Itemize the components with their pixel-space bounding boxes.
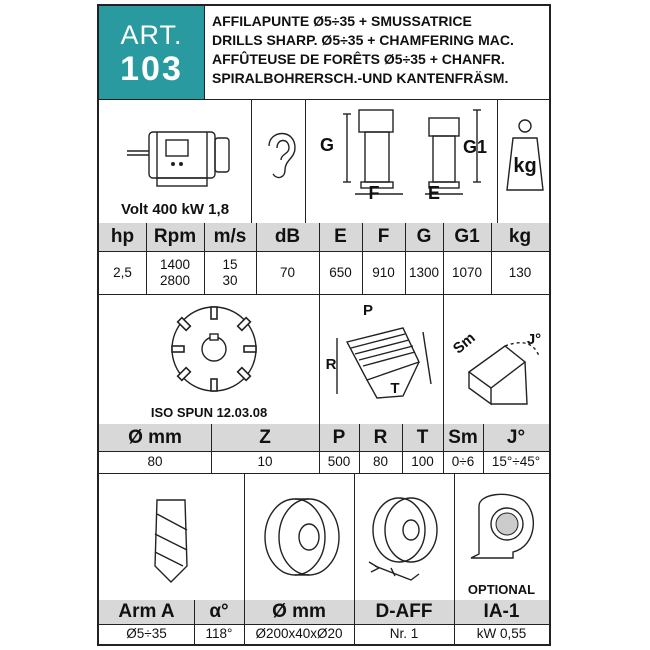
t2-h-r: R bbox=[359, 424, 402, 451]
t3-v-arm: Ø5÷35 bbox=[126, 626, 167, 641]
dim-label-kg: kg bbox=[513, 154, 537, 177]
t1-v-e: 650 bbox=[329, 264, 352, 280]
t1-v-f: 910 bbox=[372, 264, 395, 280]
t3-v-ia1: kW 0,55 bbox=[476, 626, 527, 641]
t3-h-ia1: IA-1 bbox=[454, 600, 549, 624]
angle-label-sm: Sm bbox=[449, 328, 479, 358]
grinding-disc-icon bbox=[259, 492, 345, 582]
t3-v-daff: Nr. 1 bbox=[389, 626, 419, 641]
t2-h-z: Z bbox=[211, 424, 319, 451]
t2-v-t: 100 bbox=[411, 454, 434, 469]
t1-h-db: dB bbox=[256, 223, 319, 251]
machine-dimensions-drawing bbox=[307, 102, 497, 222]
t2-v-r: 80 bbox=[372, 454, 389, 469]
t1-h-e: E bbox=[319, 223, 362, 251]
t1-h-ms: m/s bbox=[204, 223, 256, 251]
angle-label-r: R bbox=[325, 355, 337, 373]
ear-icon bbox=[259, 124, 303, 184]
article-number: 103 bbox=[120, 50, 183, 88]
grinding-wheel-icon bbox=[169, 304, 259, 394]
title-fr: AFFÛTEUSE DE FORÊTS Ø5÷35 + CHANFR. bbox=[212, 51, 505, 67]
t3-h-daff: D-AFF bbox=[354, 600, 454, 624]
t1-v-rpm: 1400 2800 bbox=[159, 256, 191, 288]
t2-h-diameter: Ø mm bbox=[99, 424, 211, 451]
t3-v-diameter: Ø200x40xØ20 bbox=[255, 626, 343, 641]
t2-v-z: 10 bbox=[257, 454, 273, 469]
dim-label-e: E bbox=[427, 182, 440, 203]
t1-v-g: 1300 bbox=[408, 264, 440, 280]
t2-h-j: J° bbox=[483, 424, 549, 451]
t3-h-alpha: α° bbox=[194, 600, 244, 624]
t2-h-t: T bbox=[402, 424, 443, 451]
optional-label: OPTIONAL bbox=[467, 581, 536, 597]
drill-bit-icon bbox=[143, 494, 199, 586]
t2-h-p: P bbox=[319, 424, 359, 451]
angle-label-p: P bbox=[362, 301, 373, 319]
t1-v-g1: 1070 bbox=[451, 264, 483, 280]
title-de: SPIRALBOHRERSCH.-UND KANTENFRÄSM. bbox=[212, 70, 509, 86]
t1-h-g: G bbox=[405, 223, 443, 251]
product-titles bbox=[204, 6, 549, 99]
article-label: ART. bbox=[120, 20, 183, 50]
t1-v-db: 70 bbox=[279, 264, 296, 280]
t1-v-kg: 130 bbox=[508, 264, 532, 280]
t2-v-p: 500 bbox=[327, 454, 351, 469]
article-badge bbox=[99, 6, 204, 99]
angle-label-t: T bbox=[390, 379, 400, 397]
angle-label-j: J° bbox=[526, 330, 542, 348]
motor-caption: Volt 400 kW 1,8 bbox=[120, 200, 230, 218]
dim-label-g: G bbox=[319, 134, 334, 155]
t1-h-kg: kg bbox=[491, 223, 549, 251]
t1-h-hp: hp bbox=[99, 223, 146, 251]
t2-v-sm: 0÷6 bbox=[451, 454, 475, 469]
t3-v-alpha: 118° bbox=[205, 626, 233, 641]
spec-sheet bbox=[97, 4, 551, 646]
dust-extractor-icon bbox=[467, 486, 543, 566]
t1-h-g1: G1 bbox=[443, 223, 491, 251]
t1-h-rpm: Rpm bbox=[146, 223, 204, 251]
t2-h-sm: Sm bbox=[443, 424, 483, 451]
t3-h-arm: Arm A bbox=[99, 600, 194, 624]
dim-label-g1: G1 bbox=[462, 136, 487, 157]
dresser-tool-icon bbox=[361, 492, 451, 584]
dim-label-f: F bbox=[368, 182, 380, 203]
motor-icon bbox=[121, 124, 241, 194]
t1-h-f: F bbox=[362, 223, 405, 251]
t2-v-diameter: 80 bbox=[147, 454, 163, 469]
t2-v-j: 15°÷45° bbox=[491, 454, 541, 469]
title-it: AFFILAPUNTE Ø5÷35 + SMUSSATRICE bbox=[212, 13, 472, 29]
title-en: DRILLS SHARP. Ø5÷35 + CHAMFERING MAC. bbox=[212, 32, 514, 48]
wheel-caption: ISO SPUN 12.03.08 bbox=[150, 404, 268, 420]
t3-h-diameter: Ø mm bbox=[244, 600, 354, 624]
t1-v-ms: 15 30 bbox=[222, 256, 238, 288]
wheel-angle-drawing bbox=[327, 302, 439, 420]
t1-v-hp: 2,5 bbox=[113, 264, 132, 280]
